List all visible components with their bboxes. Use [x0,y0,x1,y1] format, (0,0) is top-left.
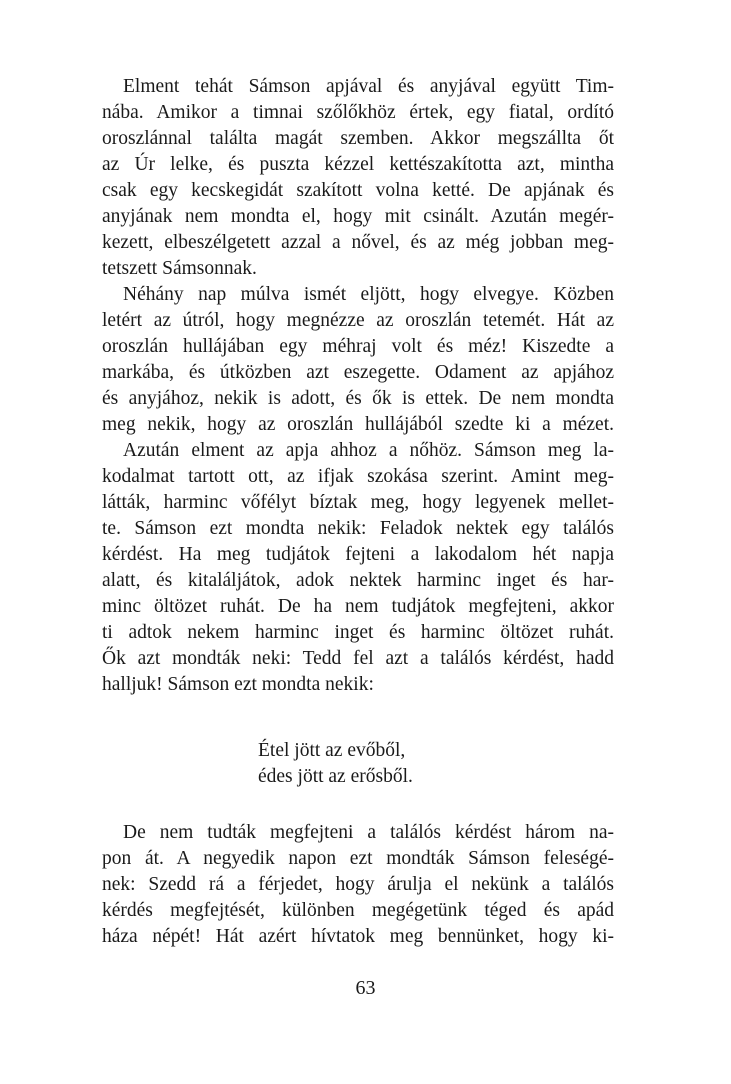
text-line: meg nekik, hogy az oroszlán hullájából szedte ki a mézet. [102,414,614,435]
text-line: te. Sámson ezt mondta nekik: Feladok nektek egy találós [102,518,614,539]
text-line: letért az útról, hogy megnézze az oroszlán tetemét. Hát az [102,310,614,331]
text-line: minc öltözet ruhát. De ha nem tudjátok megfejteni, akkor [102,596,614,617]
text-line: nába. Amikor a timnai szőlőkhöz értek, egy fiatal, ordító [102,102,614,123]
text-line: látták, harminc vőfélyt bíztak meg, hogy legyenek mellet- [102,492,614,513]
text-line: tetszett Sámsonnak. [102,258,257,279]
text-line: pon át. A negyedik napon ezt mondták Sámson feleségé- [102,848,614,869]
text-line: Ők azt mondták neki: Tedd fel azt a találós kérdést, hadd [102,648,614,669]
text-line: alatt, és kitaláljátok, adok nektek harminc inget és har- [102,570,614,591]
text-line: oroszlán hullájában egy méhraj volt és méz! Kiszedte a [102,336,614,357]
text-line: nek: Szedd rá a férjedet, hogy árulja el nekünk a találós [102,874,614,895]
text-line: halljuk! Sámson ezt mondta nekik: [102,674,374,695]
poem-line: édes jött az erősből. [258,766,413,787]
text-line: ti adtok nekem harminc inget és harminc öltözet ruhát. [102,622,614,643]
text-line: háza népét! Hát azért hívtatok meg bennünket, hogy ki- [102,926,614,947]
text-line: anyjának nem mondta el, hogy mit csinált. Azután megér- [102,206,614,227]
text-line: az Úr lelke, és puszta kézzel kettészakította azt, mintha [102,154,614,175]
text-line: Elment tehát Sámson apjával és anyjával együtt Tim- [123,76,614,97]
text-line: De nem tudták megfejteni a találós kérdést három na- [123,822,614,843]
poem-line: Étel jött az evőből, [258,740,406,761]
page-number: 63 [355,977,376,999]
text-line: csak egy kecskegidát szakított volna ketté. De apjának és [102,180,614,201]
text-line: kezett, elbeszélgetett azzal a nővel, és az még jobban meg- [102,232,614,253]
text-line: oroszlánnal találta magát szemben. Akkor megszállta őt [102,128,614,149]
text-line: kodalmat tartott ott, az ifjak szokása szerint. Amint meg- [102,466,614,487]
text-line: kérdés megfejtését, különben megégetünk téged és apád [102,900,614,921]
text-line: Azután elment az apja ahhoz a nőhöz. Sámson meg la- [123,440,614,461]
text-line: Néhány nap múlva ismét eljött, hogy elvegye. Közben [123,284,614,305]
text-line: markába, és útközben azt eszegette. Odament az apjához [102,362,614,383]
text-line: és anyjához, nekik is adott, és ők is ettek. De nem mondta [102,388,614,409]
text-line: kérdést. Ha meg tudjátok fejteni a lakodalom hét napja [102,544,614,565]
